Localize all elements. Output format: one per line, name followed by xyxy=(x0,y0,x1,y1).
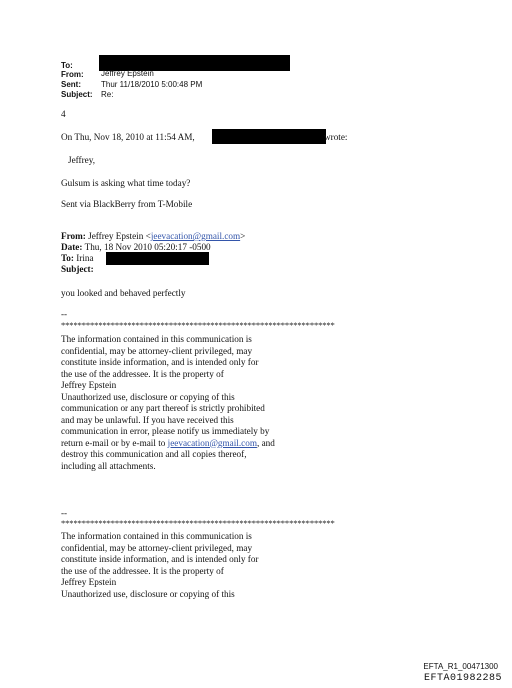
disclaimer-line: destroy this communication and all copies thereof, xyxy=(61,449,247,459)
quoted-to-line xyxy=(61,253,94,265)
quoted-to-label: To: xyxy=(61,253,74,263)
document-id-large: EFTA01982285 xyxy=(423,673,502,684)
disclaimer-line: Unauthorized use, disclosure or copying of this xyxy=(61,391,235,402)
sent-via-text: Sent via BlackBerry from T-Mobile xyxy=(61,199,193,209)
quoted-subject-label: Subject: xyxy=(61,264,94,274)
disclaimer-line: The information contained in this communication is xyxy=(61,531,252,541)
to-label: To: xyxy=(61,61,73,70)
from-value: Jeffrey Epstein xyxy=(101,69,154,78)
disclaimer-line: confidential, may be attorney-client privileged, may xyxy=(61,542,253,553)
disclaimer-return-line xyxy=(61,438,361,450)
return-email-link[interactable]: jeevacation@gmail.com xyxy=(167,437,257,448)
disclaimer-paragraph xyxy=(61,531,361,600)
return-suffix: , and xyxy=(256,437,275,448)
disclaimer-line: The information contained in this communication is xyxy=(61,334,252,344)
disclaimer-line: the use of the addressee. It is the property of xyxy=(61,565,224,576)
disclaimer-line: Jeffrey Epstein xyxy=(61,577,117,587)
sent-label: Sent: xyxy=(61,80,81,89)
redaction-box xyxy=(106,252,209,265)
redaction-box xyxy=(212,129,326,144)
quoted-from-close: > xyxy=(240,231,246,241)
quoted-from-label: From: xyxy=(61,231,86,241)
signature-dash: -- xyxy=(61,309,68,319)
quoted-date-label: Date: xyxy=(61,242,83,252)
quoted-from-line xyxy=(61,231,245,243)
disclaimer-line: constitute inside information, and is intended only for xyxy=(61,357,259,367)
disclaimer-line: communication in error, please notify us immediately by xyxy=(61,426,270,436)
subject-label: Subject: xyxy=(61,90,93,99)
disclaimer-line: Unauthorized use, disclosure or copying of this xyxy=(61,588,235,599)
return-prefix: return e-mail or by e-mail to xyxy=(61,437,168,448)
signature-dash: -- xyxy=(61,508,68,518)
disclaimer-paragraph xyxy=(61,334,361,472)
reply-attribution-suffix: wrote: xyxy=(324,132,348,142)
disclaimer-line: the use of the addressee. It is the property of xyxy=(61,368,224,379)
quoted-message: you looked and behaved perfectly xyxy=(61,288,186,298)
reply-attribution-prefix: On Thu, Nov 18, 2010 at 11:54 AM, xyxy=(61,132,195,142)
quoted-to-value: Irina xyxy=(76,253,94,263)
message-number: 4 xyxy=(61,109,66,119)
disclaimer-line: including all attachments. xyxy=(61,460,156,471)
document-id-small: EFTA_R1_00471300 xyxy=(423,662,498,671)
quoted-from-email-link[interactable]: jeevacation@gmail.com xyxy=(150,231,241,241)
from-label: From: xyxy=(61,70,84,79)
disclaimer-line: constitute inside information, and is intended only for xyxy=(61,554,259,564)
quoted-from-name: Jeffrey Epstein < xyxy=(88,231,151,241)
sent-value: Thur 11/18/2010 5:00:48 PM xyxy=(101,80,203,89)
quoted-date-value: Thu, 18 Nov 2010 05:20:17 -0500 xyxy=(84,242,211,252)
disclaimer-line: Jeffrey Epstein xyxy=(61,380,117,390)
greeting: Jeffrey, xyxy=(68,155,96,165)
star-separator: ****************************************************************** xyxy=(61,518,335,528)
disclaimer-line: confidential, may be attorney-client privileged, may xyxy=(61,345,253,356)
question-text: Gulsum is asking what time today? xyxy=(61,178,191,188)
disclaimer-line: communication or any part thereof is strictly prohibited xyxy=(61,403,265,413)
disclaimer-line: and may be unlawful. If you have received this xyxy=(61,414,234,425)
star-separator: ****************************************************************** xyxy=(61,320,335,330)
subject-value: Re: xyxy=(101,90,114,99)
